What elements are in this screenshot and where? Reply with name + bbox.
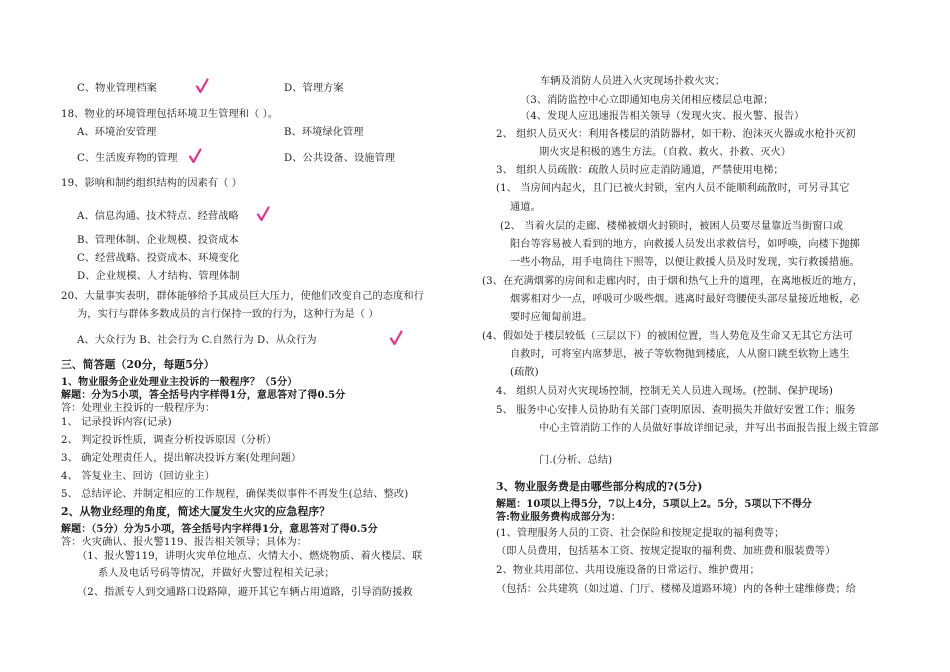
right-column <box>475 0 950 672</box>
text-line: (1、 当房间内起火，且门已被火封锁，室内人员不能顺利疏散时，可另寻其它 <box>496 183 850 194</box>
text-line: B、管理体制、企业规模、投资成本 <box>77 235 239 246</box>
text-line: 解题：10项以上得5分，7以上4分，5项以上2。5分，5项以下不得分 <box>496 499 813 510</box>
text-line: B、环境绿化管理 <box>284 127 364 138</box>
text-line: 18、物业的环境管理包括环境卫生管理和（ ）。 <box>61 109 279 120</box>
text-line: 1、物业服务企业处理业主投诉的一般程序？（5分） <box>61 377 298 388</box>
text-line: (2、 当着火层的走廊、楼梯被烟火封锁时，被困人员要尽量靠近当街窗口或 <box>500 221 844 232</box>
text-line: 门.(分析、总结) <box>539 455 613 466</box>
text-line: 3、 组织人员疏散：疏散人员时应走消防通道，严禁使用电梯； <box>496 165 784 176</box>
text-line: （3、消防监控中心立即通知电房关闭相应楼层总电源； <box>520 95 774 106</box>
text-line: 2、 判定投诉性质，调查分析投诉原因（分析） <box>61 435 277 446</box>
text-line: C、物业管理档案 <box>77 83 157 94</box>
text-line: 2、从物业经理的角度，简述大厦发生火灾的应急程序？ <box>61 505 331 518</box>
checkmark-icon <box>188 148 202 164</box>
text-line: D、管理方案 <box>284 83 344 94</box>
text-line: 系人及电话号码等情况，并做好火警过程相关记录； <box>98 568 335 579</box>
text-line: D、企业规模、人才结构、管理体制 <box>77 271 240 282</box>
text-line: 答:物业服务费构成部分为： <box>496 512 621 523</box>
checkmark-icon <box>195 78 209 94</box>
text-line: (4、假如处于楼层较低（三层以下）的被困位置，当人势危及生命又无其它方法可 <box>482 331 853 342</box>
text-line: （即人员费用，包括基本工资、按规定提取的福利费、加班费和服装费等） <box>496 546 836 557</box>
text-line: 2、物业共用部位、共用设施设备的日常运行、维护费用； <box>496 565 760 576</box>
text-line: 中心主管消防工作的人员做好事故详细记录，并写出书面报告报上级主管部 <box>539 423 879 434</box>
text-line: 3、 确定处理责任人，提出解决投诉方案(处理问题） <box>61 453 302 464</box>
text-line: 2、 组织人员灭火：利用各楼层的消防器材，如干粉、泡沫灭火器或水枪扑灭初 <box>496 129 856 140</box>
text-line: （4、发现人应迅速报告相关领导（发现火灾、报火警、报告） <box>520 111 805 122</box>
text-line: 解题：分为5小项，答全括号内字样得1分，意思答对了得0.5分 <box>61 390 346 401</box>
text-line: (疏散) <box>510 367 539 378</box>
text-line: 5、 服务中心安排人员协助有关部门查明原因、查明损失并做好安置工作；服务 <box>496 405 856 416</box>
text-line: C、经营战略、投资成本、环境变化 <box>77 253 240 264</box>
text-line: （包括：公共建筑（如过道、门厅、楼梯及道路环境）内的各种土建维修费；给 <box>496 584 857 595</box>
text-line: 期火灾是积极的逃生方法。（自救、救火、扑救、灭火） <box>539 147 792 158</box>
text-line: A、信息沟通、技术特点、经营战略 <box>77 211 239 222</box>
text-line: 解题：（5分）分为5小项，答全括号内字样得1分，意思答对了得0.5分 <box>61 524 378 535</box>
checkmark-icon <box>389 330 403 346</box>
text-line: 阳台等容易被人看到的地方，向救援人员发出求救信号，如呼唤，向楼下抛掷 <box>510 239 860 250</box>
text-line: 要时应匍匐前进。 <box>510 312 593 323</box>
text-line: 5、 总结评论、并制定相应的工作规程，确保类似事件不再发生(总结、整改) <box>61 489 409 500</box>
text-line: (3、在充满烟雾的房间和走廊内时，由于烟和热气上升的道理，在离地板近的地方， <box>482 276 864 287</box>
text-line: 4、 组织人员对火灾现场控制，控制无关人员进入现场。(控制、保护现场) <box>496 386 833 397</box>
text-line: （1、报火警119，讲明火灾单位地点、火情大小、燃烧物质、着火楼层、联 <box>77 551 423 562</box>
text-line: 为，实行与群体多数成员的言行保持一致的行为，这种行为是（ ） <box>77 309 379 320</box>
text-line: 3、物业服务费是由哪些部分构成的?(5分) <box>496 480 703 493</box>
text-line: 答：火灾确认、报火警119、报告相关领导；具体为： <box>61 537 308 548</box>
text-line: 三、简答题（20分，每题5分） <box>61 358 215 371</box>
text-line: 19、影响和制约组织结构的因素有（ ） <box>61 178 243 189</box>
text-line: 4、 答复业主、回访（回访业主） <box>61 471 215 482</box>
text-line: （2、指派专人到交通路口设路障，避开其它车辆占用道路，引导消防援救 <box>77 587 413 598</box>
text-line: 车辆及消防人员进入火灾现场扑救火灾； <box>540 76 726 87</box>
text-line: A、环境治安管理 <box>77 127 157 138</box>
text-line: 烟雾相对少一点，呼吸可少吸些烟。逃离时最好弯腰使头部尽量接近地板，必 <box>510 294 860 305</box>
text-line: A、大众行为 B、社会行为 C.自然行为 D、从众行为 <box>77 335 317 346</box>
text-line: 答：处理业主投诉的一般程序为： <box>61 403 216 414</box>
text-line: D、公共设备、设施管理 <box>284 153 396 164</box>
checkmark-icon <box>256 206 270 222</box>
text-line: 自救时，可将室内席梦思，被子等软物抛到楼底，人从窗口跳至软物上逃生 <box>510 349 850 360</box>
text-line: 20、大量事实表明，群体能够给予其成员巨大压力，使他们改变自己的态度和行 <box>61 291 424 302</box>
text-line: 1、 记录投诉内容(记录) <box>61 417 172 428</box>
text-line: 一些小物品，用手电筒往下照等，以便让救援人员及时发现，实行救援措施。 <box>510 257 860 268</box>
text-line: C、生活废弃物的管理 <box>77 153 178 164</box>
text-line: (1、管理服务人员的工资、社会保险和按规定提取的福利费等； <box>496 528 785 539</box>
text-line: 通道。 <box>510 202 541 213</box>
